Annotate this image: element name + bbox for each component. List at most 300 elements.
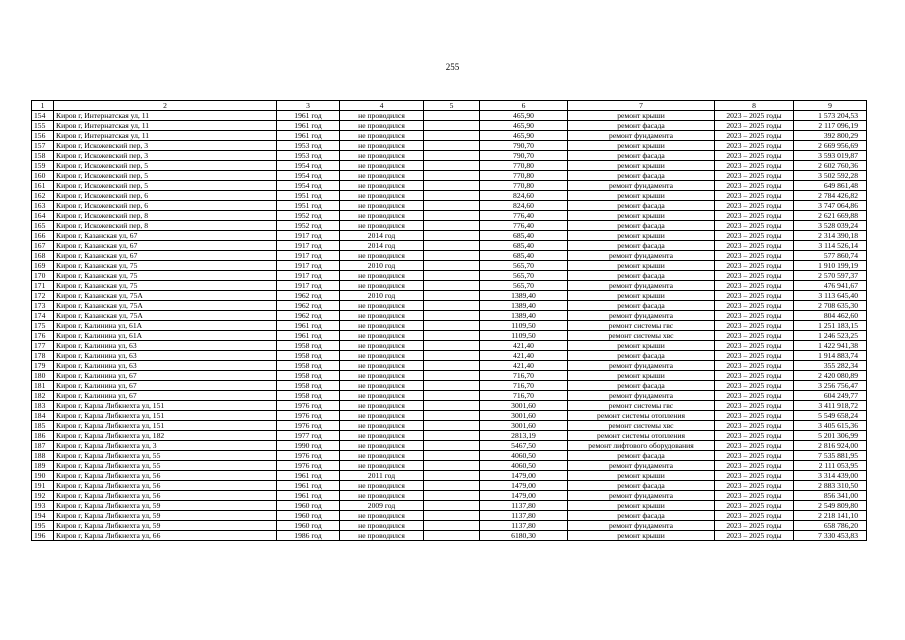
cell-cost: 1 422 941,38 xyxy=(794,341,867,351)
cell-row-number: 165 xyxy=(32,221,54,231)
cell-address: Киров г, Калинина ул, 61А xyxy=(54,321,277,331)
cell-col-5 xyxy=(424,251,480,261)
cell-period: 2023 – 2025 годы xyxy=(715,301,794,311)
cell-row-number: 176 xyxy=(32,331,54,341)
table-row xyxy=(32,121,867,131)
cell-row-number: 154 xyxy=(32,111,54,121)
cell-area: 5467,50 xyxy=(480,441,568,451)
cell-row-number: 159 xyxy=(32,161,54,171)
cell-area: 770,80 xyxy=(480,161,568,171)
cell-work-type: ремонт крыши xyxy=(568,191,715,201)
cell-work-type: ремонт системы хвс xyxy=(568,421,715,431)
cell-work-type: ремонт фасада xyxy=(568,381,715,391)
cell-build-year: 1976 год xyxy=(277,461,340,471)
cell-area: 1137,80 xyxy=(480,521,568,531)
cell-row-number: 173 xyxy=(32,301,54,311)
table-row xyxy=(32,331,867,341)
cell-col-5 xyxy=(424,381,480,391)
cell-work-type: ремонт лифтового оборудования xyxy=(568,441,715,451)
cell-address: Киров г, Искожевский пер, 5 xyxy=(54,161,277,171)
cell-row-number: 169 xyxy=(32,261,54,271)
cell-last-repair-year: не проводился xyxy=(340,201,424,211)
cell-period: 2023 – 2025 годы xyxy=(715,501,794,511)
cell-col-5 xyxy=(424,491,480,501)
cell-period: 2023 – 2025 годы xyxy=(715,491,794,501)
cell-address: Киров г, Карла Либкнехта ул, 151 xyxy=(54,421,277,431)
cell-col-5 xyxy=(424,281,480,291)
table-row xyxy=(32,451,867,461)
cell-cost: 3 593 019,87 xyxy=(794,151,867,161)
cell-col-5 xyxy=(424,331,480,341)
cell-col-5 xyxy=(424,371,480,381)
cell-address: Киров г, Карла Либкнехта ул, 151 xyxy=(54,411,277,421)
cell-address: Киров г, Казанская ул, 67 xyxy=(54,231,277,241)
cell-col-5 xyxy=(424,131,480,141)
cell-cost: 2 816 924,00 xyxy=(794,441,867,451)
cell-build-year: 1917 год xyxy=(277,261,340,271)
cell-area: 716,70 xyxy=(480,391,568,401)
cell-col-5 xyxy=(424,321,480,331)
cell-last-repair-year: не проводился xyxy=(340,341,424,351)
cell-cost: 355 282,34 xyxy=(794,361,867,371)
cell-build-year: 1960 год xyxy=(277,521,340,531)
cell-last-repair-year: не проводился xyxy=(340,181,424,191)
cell-area: 465,90 xyxy=(480,111,568,121)
cell-area: 1137,80 xyxy=(480,511,568,521)
cell-cost: 2 621 669,88 xyxy=(794,211,867,221)
cell-build-year: 1961 год xyxy=(277,491,340,501)
cell-cost: 2 602 760,36 xyxy=(794,161,867,171)
cell-period: 2023 – 2025 годы xyxy=(715,451,794,461)
cell-work-type: ремонт фасада xyxy=(568,511,715,521)
cell-area: 421,40 xyxy=(480,341,568,351)
cell-period: 2023 – 2025 годы xyxy=(715,271,794,281)
cell-work-type: ремонт фундамента xyxy=(568,181,715,191)
cell-row-number: 155 xyxy=(32,121,54,131)
cell-address: Киров г, Интернатская ул, 11 xyxy=(54,111,277,121)
cell-address: Киров г, Карла Либкнехта ул, 3 xyxy=(54,441,277,451)
cell-build-year: 1960 год xyxy=(277,511,340,521)
cell-work-type: ремонт крыши xyxy=(568,141,715,151)
cell-cost: 476 941,67 xyxy=(794,281,867,291)
cell-address: Киров г, Карла Либкнехта ул, 55 xyxy=(54,451,277,461)
cell-build-year: 1961 год xyxy=(277,331,340,341)
cell-address: Киров г, Калинина ул, 63 xyxy=(54,351,277,361)
cell-address: Киров г, Искожевский пер, 3 xyxy=(54,141,277,151)
cell-last-repair-year: не проводился xyxy=(340,381,424,391)
cell-work-type: ремонт фасада xyxy=(568,451,715,461)
cell-build-year: 1961 год xyxy=(277,471,340,481)
cell-work-type: ремонт крыши xyxy=(568,371,715,381)
cell-period: 2023 – 2025 годы xyxy=(715,121,794,131)
cell-row-number: 184 xyxy=(32,411,54,421)
cell-row-number: 180 xyxy=(32,371,54,381)
cell-col-5 xyxy=(424,271,480,281)
cell-row-number: 166 xyxy=(32,231,54,241)
cell-build-year: 1917 год xyxy=(277,281,340,291)
cell-build-year: 1958 год xyxy=(277,341,340,351)
cell-build-year: 1953 год xyxy=(277,141,340,151)
cell-cost: 2 549 809,80 xyxy=(794,501,867,511)
cell-period: 2023 – 2025 годы xyxy=(715,291,794,301)
cell-col-5 xyxy=(424,451,480,461)
cell-build-year: 1958 год xyxy=(277,351,340,361)
table-row xyxy=(32,221,867,231)
cell-address: Киров г, Карла Либкнехта ул, 151 xyxy=(54,401,277,411)
cell-col-5 xyxy=(424,241,480,251)
cell-row-number: 163 xyxy=(32,201,54,211)
cell-build-year: 1958 год xyxy=(277,381,340,391)
cell-cost: 3 405 615,36 xyxy=(794,421,867,431)
cell-area: 1109,50 xyxy=(480,321,568,331)
table-row xyxy=(32,341,867,351)
cell-last-repair-year: не проводился xyxy=(340,131,424,141)
cell-period: 2023 – 2025 годы xyxy=(715,471,794,481)
repair-registry-table xyxy=(31,100,867,541)
cell-work-type: ремонт крыши xyxy=(568,111,715,121)
cell-cost: 3 114 526,14 xyxy=(794,241,867,251)
cell-work-type: ремонт системы хвс xyxy=(568,331,715,341)
cell-col-5 xyxy=(424,221,480,231)
table-row xyxy=(32,261,867,271)
cell-cost: 1 914 883,74 xyxy=(794,351,867,361)
table-row xyxy=(32,511,867,521)
cell-build-year: 1958 год xyxy=(277,391,340,401)
cell-last-repair-year: не проводился xyxy=(340,351,424,361)
cell-address: Киров г, Казанская ул, 67 xyxy=(54,241,277,251)
cell-area: 565,70 xyxy=(480,271,568,281)
cell-cost: 3 528 039,24 xyxy=(794,221,867,231)
cell-period: 2023 – 2025 годы xyxy=(715,461,794,471)
cell-build-year: 1953 год xyxy=(277,151,340,161)
cell-work-type: ремонт фасада xyxy=(568,151,715,161)
cell-period: 2023 – 2025 годы xyxy=(715,481,794,491)
cell-area: 716,70 xyxy=(480,371,568,381)
cell-address: Киров г, Калинина ул, 63 xyxy=(54,361,277,371)
cell-build-year: 1976 год xyxy=(277,421,340,431)
cell-last-repair-year: не проводился xyxy=(340,431,424,441)
cell-last-repair-year: не проводился xyxy=(340,281,424,291)
cell-last-repair-year: 2010 год xyxy=(340,291,424,301)
cell-area: 685,40 xyxy=(480,241,568,251)
cell-area: 3001,60 xyxy=(480,411,568,421)
cell-row-number: 182 xyxy=(32,391,54,401)
table-row xyxy=(32,421,867,431)
cell-address: Киров г, Карла Либкнехта ул, 56 xyxy=(54,481,277,491)
cell-last-repair-year: не проводился xyxy=(340,161,424,171)
cell-col-5 xyxy=(424,201,480,211)
cell-row-number: 160 xyxy=(32,171,54,181)
cell-cost: 2 111 053,95 xyxy=(794,461,867,471)
cell-col-5 xyxy=(424,181,480,191)
cell-work-type: ремонт фасада xyxy=(568,301,715,311)
cell-build-year: 1960 год xyxy=(277,501,340,511)
cell-area: 1109,50 xyxy=(480,331,568,341)
cell-row-number: 194 xyxy=(32,511,54,521)
cell-row-number: 158 xyxy=(32,151,54,161)
cell-cost: 658 786,20 xyxy=(794,521,867,531)
table-row xyxy=(32,161,867,171)
cell-work-type: ремонт крыши xyxy=(568,501,715,511)
header-col-9: 9 xyxy=(794,101,867,111)
cell-cost: 2 218 141,10 xyxy=(794,511,867,521)
cell-period: 2023 – 2025 годы xyxy=(715,391,794,401)
table-row xyxy=(32,501,867,511)
cell-last-repair-year: 2011 год xyxy=(340,471,424,481)
cell-last-repair-year: не проводился xyxy=(340,391,424,401)
cell-address: Киров г, Калинина ул, 61А xyxy=(54,331,277,341)
cell-build-year: 1952 год xyxy=(277,211,340,221)
cell-cost: 5 201 306,99 xyxy=(794,431,867,441)
cell-area: 4060,50 xyxy=(480,461,568,471)
cell-col-5 xyxy=(424,261,480,271)
cell-cost: 3 502 592,28 xyxy=(794,171,867,181)
cell-address: Киров г, Искожевский пер, 8 xyxy=(54,221,277,231)
cell-period: 2023 – 2025 годы xyxy=(715,351,794,361)
cell-area: 776,40 xyxy=(480,221,568,231)
cell-period: 2023 – 2025 годы xyxy=(715,521,794,531)
cell-work-type: ремонт крыши xyxy=(568,531,715,541)
cell-area: 421,40 xyxy=(480,361,568,371)
cell-build-year: 1962 год xyxy=(277,301,340,311)
cell-area: 1479,00 xyxy=(480,491,568,501)
cell-col-5 xyxy=(424,361,480,371)
cell-row-number: 172 xyxy=(32,291,54,301)
cell-address: Киров г, Казанская ул, 75А xyxy=(54,291,277,301)
cell-area: 1389,40 xyxy=(480,291,568,301)
table-row xyxy=(32,231,867,241)
cell-cost: 577 860,74 xyxy=(794,251,867,261)
cell-address: Киров г, Искожевский пер, 5 xyxy=(54,171,277,181)
cell-cost: 2 420 080,89 xyxy=(794,371,867,381)
cell-last-repair-year: не проводился xyxy=(340,121,424,131)
cell-address: Киров г, Искожевский пер, 6 xyxy=(54,201,277,211)
cell-cost: 604 249,77 xyxy=(794,391,867,401)
cell-work-type: ремонт системы гвс xyxy=(568,321,715,331)
cell-cost: 1 910 199,19 xyxy=(794,261,867,271)
table-row xyxy=(32,361,867,371)
cell-work-type: ремонт фасада xyxy=(568,121,715,131)
cell-build-year: 1986 год xyxy=(277,531,340,541)
cell-row-number: 174 xyxy=(32,311,54,321)
cell-address: Киров г, Карла Либкнехта ул, 59 xyxy=(54,521,277,531)
cell-address: Киров г, Карла Либкнехта ул, 59 xyxy=(54,511,277,521)
cell-area: 790,70 xyxy=(480,141,568,151)
cell-col-5 xyxy=(424,521,480,531)
table-row xyxy=(32,381,867,391)
cell-area: 770,80 xyxy=(480,171,568,181)
cell-col-5 xyxy=(424,291,480,301)
cell-work-type: ремонт фундамента xyxy=(568,281,715,291)
cell-period: 2023 – 2025 годы xyxy=(715,221,794,231)
cell-build-year: 1962 год xyxy=(277,291,340,301)
cell-build-year: 1961 год xyxy=(277,321,340,331)
cell-last-repair-year: 2009 год xyxy=(340,501,424,511)
cell-last-repair-year: не проводился xyxy=(340,141,424,151)
cell-last-repair-year: не проводился xyxy=(340,151,424,161)
cell-col-5 xyxy=(424,161,480,171)
cell-row-number: 196 xyxy=(32,531,54,541)
cell-period: 2023 – 2025 годы xyxy=(715,411,794,421)
cell-address: Киров г, Казанская ул, 75А xyxy=(54,301,277,311)
cell-address: Киров г, Карла Либкнехта ул, 56 xyxy=(54,471,277,481)
cell-work-type: ремонт крыши xyxy=(568,211,715,221)
cell-area: 824,60 xyxy=(480,201,568,211)
cell-work-type: ремонт системы отопления xyxy=(568,411,715,421)
cell-area: 685,40 xyxy=(480,231,568,241)
cell-period: 2023 – 2025 годы xyxy=(715,131,794,141)
cell-period: 2023 – 2025 годы xyxy=(715,191,794,201)
cell-last-repair-year: не проводился xyxy=(340,531,424,541)
cell-period: 2023 – 2025 годы xyxy=(715,161,794,171)
cell-cost: 3 747 064,86 xyxy=(794,201,867,211)
cell-build-year: 1952 год xyxy=(277,221,340,231)
table-row xyxy=(32,321,867,331)
cell-address: Киров г, Казанская ул, 75 xyxy=(54,281,277,291)
cell-last-repair-year: не проводился xyxy=(340,411,424,421)
cell-work-type: ремонт крыши xyxy=(568,231,715,241)
header-col-8: 8 xyxy=(715,101,794,111)
cell-area: 465,90 xyxy=(480,121,568,131)
cell-build-year: 1917 год xyxy=(277,241,340,251)
cell-last-repair-year: не проводился xyxy=(340,491,424,501)
table-row xyxy=(32,481,867,491)
cell-period: 2023 – 2025 годы xyxy=(715,401,794,411)
cell-work-type: ремонт фасада xyxy=(568,241,715,251)
cell-row-number: 187 xyxy=(32,441,54,451)
cell-col-5 xyxy=(424,421,480,431)
cell-last-repair-year: не проводился xyxy=(340,321,424,331)
cell-last-repair-year: не проводился xyxy=(340,511,424,521)
cell-build-year: 1917 год xyxy=(277,251,340,261)
cell-col-5 xyxy=(424,411,480,421)
table-row xyxy=(32,521,867,531)
cell-work-type: ремонт фасада xyxy=(568,271,715,281)
cell-work-type: ремонт фундамента xyxy=(568,131,715,141)
cell-period: 2023 – 2025 годы xyxy=(715,241,794,251)
table-row xyxy=(32,471,867,481)
cell-cost: 1 573 204,53 xyxy=(794,111,867,121)
cell-last-repair-year: не проводился xyxy=(340,371,424,381)
cell-area: 565,70 xyxy=(480,261,568,271)
cell-address: Киров г, Калинина ул, 63 xyxy=(54,341,277,351)
cell-period: 2023 – 2025 годы xyxy=(715,171,794,181)
cell-address: Киров г, Карла Либкнехта ул, 66 xyxy=(54,531,277,541)
cell-period: 2023 – 2025 годы xyxy=(715,381,794,391)
cell-area: 1389,40 xyxy=(480,311,568,321)
cell-build-year: 1990 год xyxy=(277,441,340,451)
cell-build-year: 1954 год xyxy=(277,171,340,181)
cell-col-5 xyxy=(424,151,480,161)
cell-cost: 2 784 426,82 xyxy=(794,191,867,201)
cell-last-repair-year: не проводился xyxy=(340,451,424,461)
cell-address: Киров г, Калинина ул, 67 xyxy=(54,371,277,381)
cell-area: 4060,50 xyxy=(480,451,568,461)
cell-build-year: 1976 год xyxy=(277,401,340,411)
cell-period: 2023 – 2025 годы xyxy=(715,181,794,191)
cell-row-number: 192 xyxy=(32,491,54,501)
cell-build-year: 1951 год xyxy=(277,201,340,211)
cell-last-repair-year: 2014 год xyxy=(340,241,424,251)
cell-row-number: 191 xyxy=(32,481,54,491)
cell-last-repair-year: не проводился xyxy=(340,361,424,371)
cell-cost: 3 256 756,47 xyxy=(794,381,867,391)
table-row xyxy=(32,411,867,421)
cell-col-5 xyxy=(424,351,480,361)
cell-cost: 649 861,48 xyxy=(794,181,867,191)
cell-row-number: 185 xyxy=(32,421,54,431)
header-col-2: 2 xyxy=(54,101,277,111)
cell-address: Киров г, Казанская ул, 75 xyxy=(54,261,277,271)
cell-col-5 xyxy=(424,401,480,411)
cell-cost: 7 330 453,83 xyxy=(794,531,867,541)
cell-work-type: ремонт крыши xyxy=(568,341,715,351)
table-row xyxy=(32,531,867,541)
cell-cost: 2 669 956,69 xyxy=(794,141,867,151)
cell-cost: 2 117 096,19 xyxy=(794,121,867,131)
cell-col-5 xyxy=(424,341,480,351)
cell-col-5 xyxy=(424,311,480,321)
cell-col-5 xyxy=(424,461,480,471)
cell-period: 2023 – 2025 годы xyxy=(715,251,794,261)
table-header-row xyxy=(32,101,867,111)
cell-work-type: ремонт фундамента xyxy=(568,361,715,371)
cell-work-type: ремонт системы гвс xyxy=(568,401,715,411)
cell-area: 3001,60 xyxy=(480,401,568,411)
cell-area: 1479,00 xyxy=(480,481,568,491)
cell-address: Киров г, Искожевский пер, 5 xyxy=(54,181,277,191)
cell-cost: 2 570 597,37 xyxy=(794,271,867,281)
cell-row-number: 164 xyxy=(32,211,54,221)
cell-period: 2023 – 2025 годы xyxy=(715,361,794,371)
table-row xyxy=(32,281,867,291)
cell-row-number: 193 xyxy=(32,501,54,511)
header-col-1: 1 xyxy=(32,101,54,111)
cell-last-repair-year: не проводился xyxy=(340,311,424,321)
cell-address: Киров г, Карла Либкнехта ул, 59 xyxy=(54,501,277,511)
cell-address: Киров г, Интернатская ул, 11 xyxy=(54,131,277,141)
cell-address: Киров г, Калинина ул, 67 xyxy=(54,391,277,401)
cell-row-number: 168 xyxy=(32,251,54,261)
table-row xyxy=(32,391,867,401)
cell-last-repair-year: не проводился xyxy=(340,301,424,311)
cell-row-number: 156 xyxy=(32,131,54,141)
cell-last-repair-year: не проводился xyxy=(340,401,424,411)
table-row xyxy=(32,441,867,451)
cell-cost: 7 535 881,95 xyxy=(794,451,867,461)
cell-work-type: ремонт крыши xyxy=(568,261,715,271)
cell-work-type: ремонт крыши xyxy=(568,291,715,301)
cell-last-repair-year: 2014 год xyxy=(340,231,424,241)
cell-area: 824,60 xyxy=(480,191,568,201)
cell-area: 776,40 xyxy=(480,211,568,221)
table-row xyxy=(32,191,867,201)
cell-col-5 xyxy=(424,211,480,221)
cell-cost: 856 341,00 xyxy=(794,491,867,501)
cell-area: 1137,80 xyxy=(480,501,568,511)
cell-cost: 1 246 523,25 xyxy=(794,331,867,341)
cell-build-year: 1961 год xyxy=(277,131,340,141)
cell-row-number: 188 xyxy=(32,451,54,461)
cell-row-number: 171 xyxy=(32,281,54,291)
cell-period: 2023 – 2025 годы xyxy=(715,261,794,271)
cell-work-type: ремонт фундамента xyxy=(568,391,715,401)
cell-period: 2023 – 2025 годы xyxy=(715,431,794,441)
cell-col-5 xyxy=(424,111,480,121)
cell-col-5 xyxy=(424,301,480,311)
cell-work-type: ремонт фасада xyxy=(568,221,715,231)
cell-cost: 2 708 635,30 xyxy=(794,301,867,311)
